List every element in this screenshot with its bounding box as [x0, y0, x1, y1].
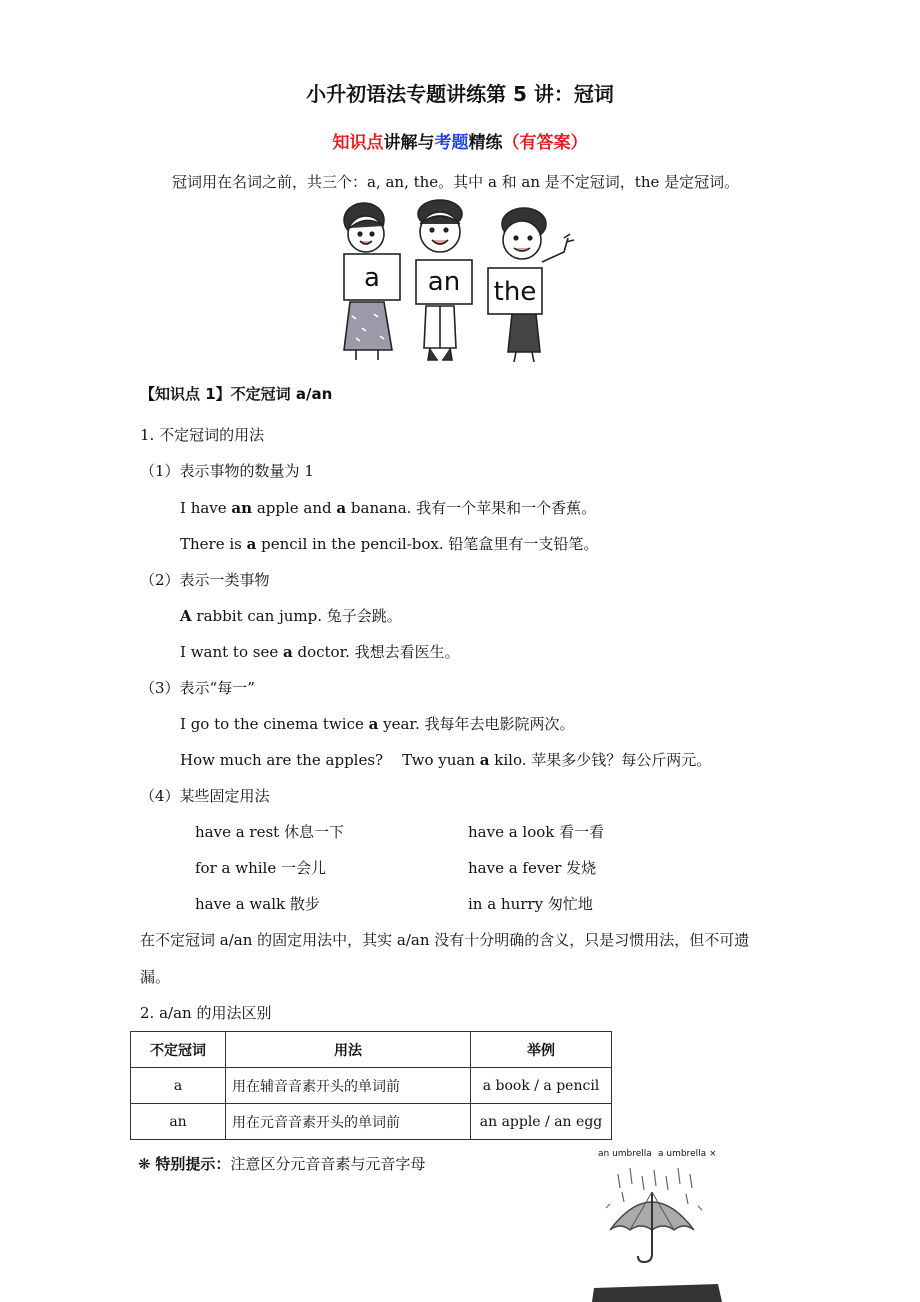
usage-4-title: （4）某些固定用法 — [140, 787, 270, 805]
usage-2-example-1 — [180, 605, 402, 626]
table-row — [131, 1104, 612, 1140]
text-segment: There is — [180, 535, 247, 553]
fixed-phrase: have a walk 散步 — [195, 895, 320, 913]
subtitle-part-1: 知识点 — [332, 133, 384, 153]
card-an-label: an — [427, 267, 461, 297]
star-icon: ❋ — [138, 1155, 151, 1173]
fixed-phrase: have a fever 发烧 — [468, 859, 597, 877]
table-header-cell: 举例 — [471, 1032, 612, 1068]
fixed-phrase: for a while 一会儿 — [195, 859, 326, 877]
subtitle-part-3: 考题 — [434, 133, 469, 153]
fixed-phrase: have a rest 休息一下 — [195, 823, 344, 841]
text-segment: kilo. 苹果多少钱？每公斤两元。 — [489, 751, 712, 769]
text-segment: rabbit can jump. 兔子会跳。 — [191, 607, 402, 625]
text-segment: pencil in the pencil-box. 铅笔盒里有一支铅笔。 — [256, 535, 599, 553]
text-segment: doctor. 我想去看医生。 — [292, 643, 460, 661]
card-a-label: a — [364, 263, 380, 293]
usage-3-example-2 — [180, 749, 711, 770]
article-highlight: a — [368, 715, 379, 733]
article-highlight: a — [282, 643, 293, 661]
text-segment: I want to see — [180, 643, 283, 661]
special-note — [138, 1153, 425, 1174]
note-label: 特别提示： — [155, 1155, 231, 1173]
text-segment: apple and — [252, 499, 337, 517]
usage-1-title: （1）表示事物的数量为 1 — [140, 462, 314, 480]
table-header-row — [131, 1032, 612, 1068]
umbrella-icon — [610, 1192, 694, 1262]
usage-2-title: （2）表示一类事物 — [140, 571, 270, 589]
umbrella-label-wrong: a umbrella × — [658, 1149, 717, 1159]
table-cell: 用在辅音音素开头的单词前 — [226, 1068, 471, 1104]
table-cell: an — [131, 1104, 226, 1140]
usage-1-example-2 — [180, 533, 598, 554]
table-cell: 用在元音音素开头的单词前 — [226, 1104, 471, 1140]
text-segment: year. 我每年去电影院两次。 — [378, 715, 575, 733]
article-highlight: A — [180, 607, 192, 625]
text-segment: I have — [180, 499, 232, 517]
page-subtitle — [0, 128, 920, 153]
fixed-phrase: have a look 看一看 — [468, 823, 605, 841]
usage-3-example-1 — [180, 713, 575, 734]
article-kids-illustration — [336, 198, 582, 364]
text-segment: I go to the cinema twice — [180, 715, 369, 733]
usage-2-example-2 — [180, 641, 460, 662]
page-title: 小升初语法专题讲练第 5 讲：冠词 — [306, 82, 614, 106]
table-header-cell: 用法 — [226, 1032, 471, 1068]
section-2-title: 2. a/an 的用法区别 — [140, 1004, 272, 1022]
usage-3-title: （3）表示“每一” — [140, 679, 255, 697]
intro-text: 冠词用在名词之前，共三个：a, an, the。其中 a 和 an 是不定冠词，the 是定冠词。 — [172, 173, 740, 191]
article-highlight: a — [479, 751, 490, 769]
explanation-line-2: 漏。 — [140, 968, 171, 986]
note-text: 注意区分元音音素与元音字母 — [230, 1155, 426, 1173]
usage-1-example-1 — [180, 497, 596, 518]
section-1-title: 1. 不定冠词的用法 — [140, 426, 265, 444]
article-highlight: a — [246, 535, 257, 553]
explanation-line-1: 在不定冠词 a/an 的固定用法中，其实 a/an 没有十分明确的含义，只是习惯用法，但不可遗 — [140, 931, 750, 949]
table-cell: an apple / an egg — [471, 1104, 612, 1140]
table-cell: a — [131, 1068, 226, 1104]
puddle-shape — [592, 1284, 722, 1302]
umbrella-label-correct: an umbrella — [598, 1149, 652, 1159]
table-row — [131, 1068, 612, 1104]
article-usage-table — [130, 1031, 612, 1140]
article-highlight: a — [336, 499, 347, 517]
table-cell: a book / a pencil — [471, 1068, 612, 1104]
text-segment: banana. 我有一个苹果和一个香蕉。 — [346, 499, 597, 517]
knowledge-point-1-heading: 【知识点 1】不定冠词 a/an — [140, 385, 333, 403]
text-segment: How much are the apples? Two yuan — [180, 751, 480, 769]
article-highlight: an — [231, 499, 253, 517]
subtitle-part-4: 精练 — [468, 133, 503, 153]
card-the-label: the — [493, 277, 537, 307]
fixed-phrase: in a hurry 匆忙地 — [468, 895, 593, 913]
subtitle-part-5: （有答案） — [502, 133, 588, 153]
table-header-cell: 不定冠词 — [131, 1032, 226, 1068]
umbrella-illustration — [590, 1164, 730, 1302]
subtitle-part-2: 讲解与 — [383, 133, 435, 153]
